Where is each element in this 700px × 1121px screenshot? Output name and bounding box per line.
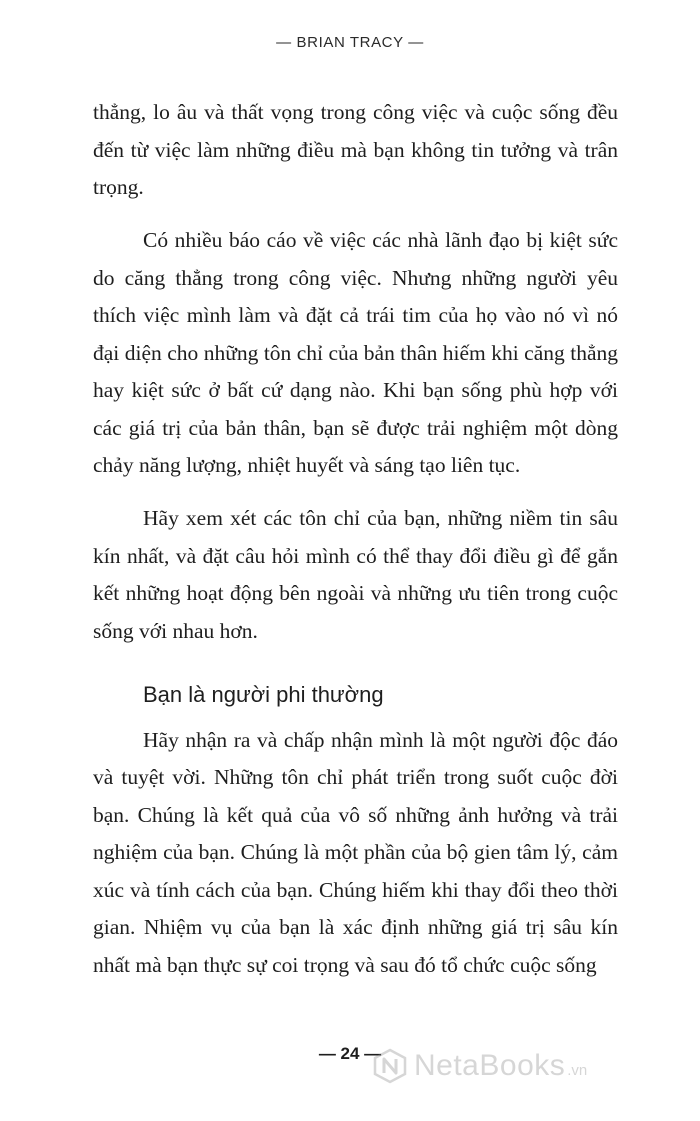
paragraph: thẳng, lo âu và thất vọng trong công việc và cuộc sống đều đến từ việc làm những điều mà bạn không tin tưởng và trân trọng.	[93, 100, 618, 199]
watermark-brand: NetaBooks	[414, 1049, 566, 1082]
watermark-suffix: .vn	[567, 1062, 588, 1079]
netabooks-logo-icon	[372, 1048, 408, 1084]
page-number: — 24 —	[318, 1044, 382, 1063]
page-body	[93, 94, 618, 1000]
section-heading: Bạn là người phi thường	[143, 682, 384, 707]
paragraph: Có nhiều báo cáo về việc các nhà lãnh đạo bị kiệt sức do căng thẳng trong công việc. Nhưng những người yêu thích việc mình làm và đặt cả trái tim của họ vào nó vì nó đại diện cho những tôn chỉ của bản thân hiếm khi căng thẳng hay kiệt sức ở bất cứ dạng nào. Khi bạn sống phù hợp với các giá trị của bản thân, bạn sẽ được trải nghiệm một dòng chảy năng lượng, nhiệt huyết và sáng tạo liên tục.	[93, 228, 618, 477]
paragraph: Hãy xem xét các tôn chỉ của bạn, những niềm tin sâu kín nhất, và đặt câu hỏi mình có thể thay đổi điều gì để gắn kết những hoạt động bên ngoài và những ưu tiên trong cuộc sống với nhau hơn.	[93, 506, 618, 643]
running-header: — BRIAN TRACY —	[276, 34, 424, 51]
watermark	[372, 1048, 587, 1084]
paragraph: Hãy nhận ra và chấp nhận mình là một người độc đáo và tuyệt vời. Những tôn chỉ phát triển trong suốt cuộc đời bạn. Chúng là kết quả của vô số những ảnh hưởng và trải nghiệm của bạn. Chúng là một phần của bộ gien tâm lý, cảm xúc và tính cách của bạn. Chúng hiếm khi thay đổi theo thời gian. Nhiệm vụ của bạn là xác định những giá trị sâu kín nhất mà bạn thực sự coi trọng và sau đó tổ chức cuộc sống	[93, 727, 618, 977]
